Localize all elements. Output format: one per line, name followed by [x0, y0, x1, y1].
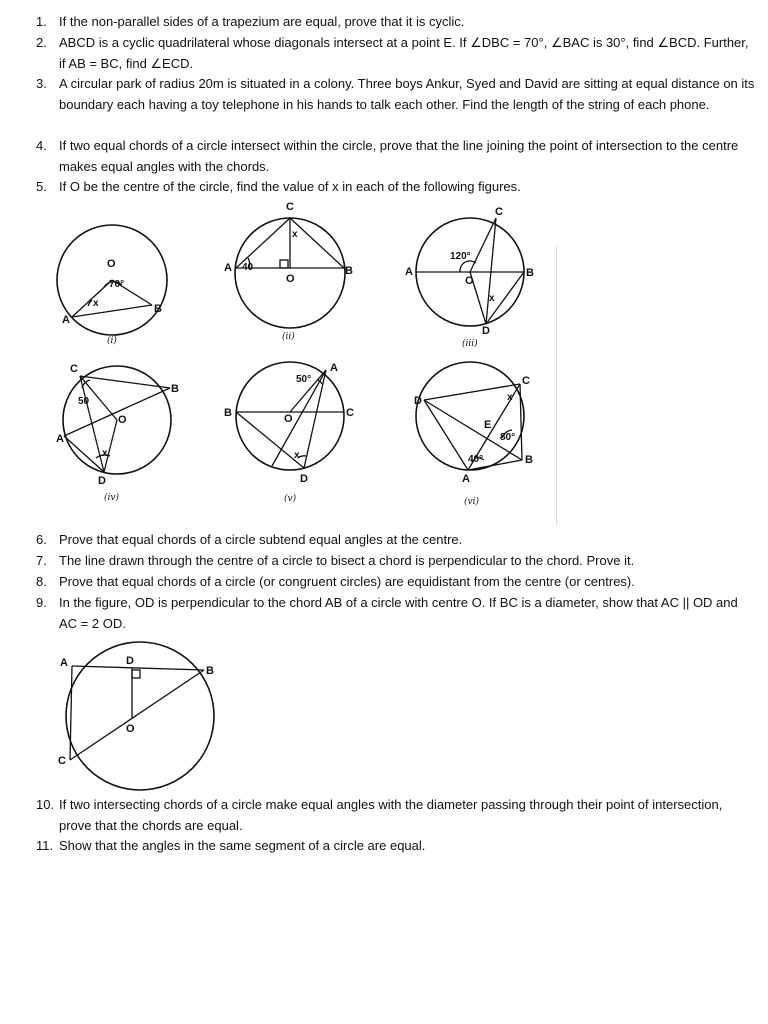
- figure-v: [222, 358, 362, 508]
- label-o: O: [107, 258, 116, 270]
- figure-caption: (v): [284, 494, 297, 504]
- question-number: 11.: [36, 838, 54, 853]
- label-a: A: [462, 473, 470, 485]
- question-2: [36, 33, 756, 74]
- x-label: x: [102, 448, 108, 459]
- figure-vi: [404, 360, 554, 510]
- question-6: [36, 530, 756, 551]
- label-d: D: [300, 473, 308, 485]
- question-9: [36, 593, 766, 634]
- x-label: x: [294, 450, 300, 461]
- label-b: B: [526, 267, 534, 279]
- question-7: [36, 551, 756, 572]
- question-text: If O be the centre of the circle, find the value of x in each of the following figures.: [59, 179, 521, 194]
- label-o: O: [126, 723, 135, 735]
- x-label: x: [93, 298, 99, 309]
- question-5: [36, 177, 756, 198]
- question-text: If the non-parallel sides of a trapezium are equal, prove that it is cyclic.: [59, 14, 465, 29]
- question-number: 6.: [36, 532, 47, 547]
- angle-label: 40: [242, 262, 254, 273]
- figure-i: [52, 205, 182, 350]
- label-c: C: [495, 206, 503, 218]
- label-c: C: [286, 201, 294, 213]
- angle-label-1: 80°: [500, 432, 516, 443]
- label-b: B: [206, 665, 214, 677]
- question-text: A circular park of radius 20m is situated in a colony. Three boys Ankur, Syed and David are sitting at equal distance on its boundary each having a toy telephone in his hands to talk each other. Find the length of the string of each phone.: [59, 76, 755, 112]
- question-text: Show that the angles in the same segment of a circle are equal.: [59, 838, 426, 853]
- label-d: D: [414, 395, 422, 407]
- x-label: x: [507, 392, 513, 403]
- question-number: 5.: [36, 179, 47, 194]
- question-number: 7.: [36, 553, 47, 568]
- question-number: 8.: [36, 574, 47, 589]
- figure-caption: (vi): [464, 497, 479, 507]
- angle-label: 120°: [450, 251, 471, 262]
- question-3: [36, 74, 756, 115]
- question-text: If two equal chords of a circle intersect within the circle, prove that the line joining the point of intersection to the centre makes equal angles with the chords.: [59, 138, 739, 174]
- label-b: B: [171, 383, 179, 395]
- question-number: 3.: [36, 76, 47, 91]
- label-o: O: [118, 414, 127, 426]
- figure-q9: [52, 640, 232, 780]
- question-text: ABCD is a cyclic quadrilateral whose diagonals intersect at a point E. If ∠DBC = 70°, ∠BAC is 30°, find ∠BCD. Further, if AB = BC, find ∠ECD.: [59, 35, 749, 71]
- label-o: O: [465, 275, 474, 287]
- angle-label: 50: [78, 396, 90, 407]
- angle-label: 50°: [296, 374, 312, 385]
- label-c: C: [58, 755, 66, 767]
- question-number: 1.: [36, 14, 47, 29]
- question-text: Prove that equal chords of a circle subtend equal angles at the centre.: [59, 532, 463, 547]
- question-10: [36, 795, 756, 836]
- figure-caption: (ii): [282, 332, 295, 342]
- label-b: B: [345, 265, 353, 277]
- label-b: B: [525, 454, 533, 466]
- label-a: A: [224, 262, 232, 274]
- label-c: C: [522, 375, 530, 387]
- label-a: A: [56, 433, 64, 445]
- question-text: Prove that equal chords of a circle (or congruent circles) are equidistant from the centre (or centres).: [59, 574, 635, 589]
- question-number: 10.: [36, 797, 55, 812]
- label-c: C: [346, 407, 354, 419]
- figure-caption: (i): [107, 336, 117, 346]
- figure-caption: (iii): [462, 339, 478, 349]
- label-b: B: [224, 407, 232, 419]
- figure-ii: [222, 198, 362, 348]
- question-11: [36, 836, 756, 857]
- figure-iii: [400, 200, 550, 350]
- label-a: A: [60, 657, 68, 669]
- question-text: If two intersecting chords of a circle make equal angles with the diameter passing through their point of intersection, prove that the chords are equal.: [59, 797, 723, 833]
- label-o: O: [284, 413, 293, 425]
- label-d: D: [126, 655, 134, 667]
- label-c: C: [70, 363, 78, 375]
- label-b: B: [154, 303, 162, 315]
- question-text: The line drawn through the centre of a circle to bisect a chord is perpendicular to the chord. Prove it.: [59, 553, 635, 568]
- figure-iv: [52, 358, 187, 508]
- question-8: [36, 572, 756, 593]
- question-number: 2.: [36, 35, 47, 50]
- label-e: E: [484, 419, 492, 431]
- question-number: 4.: [36, 138, 47, 153]
- angle-label-2: 40°: [468, 454, 484, 465]
- angle-label: 70°: [109, 279, 125, 290]
- question-number: 9.: [36, 595, 47, 610]
- label-a: A: [62, 314, 70, 326]
- question-4: [36, 136, 756, 177]
- figure-caption: (iv): [104, 493, 119, 503]
- divider-line: [556, 245, 557, 525]
- label-o: O: [286, 273, 295, 285]
- question-text: In the figure, OD is perpendicular to the chord AB of a circle with centre O. If BC is a diameter, show that AC || OD and AC = 2 OD.: [59, 595, 766, 631]
- x-label: x: [489, 293, 495, 304]
- x-label: x: [292, 229, 298, 240]
- label-a: A: [405, 266, 413, 278]
- label-a: A: [330, 362, 338, 374]
- label-d: D: [98, 475, 106, 487]
- question-1: [36, 12, 756, 33]
- label-d: D: [482, 325, 490, 337]
